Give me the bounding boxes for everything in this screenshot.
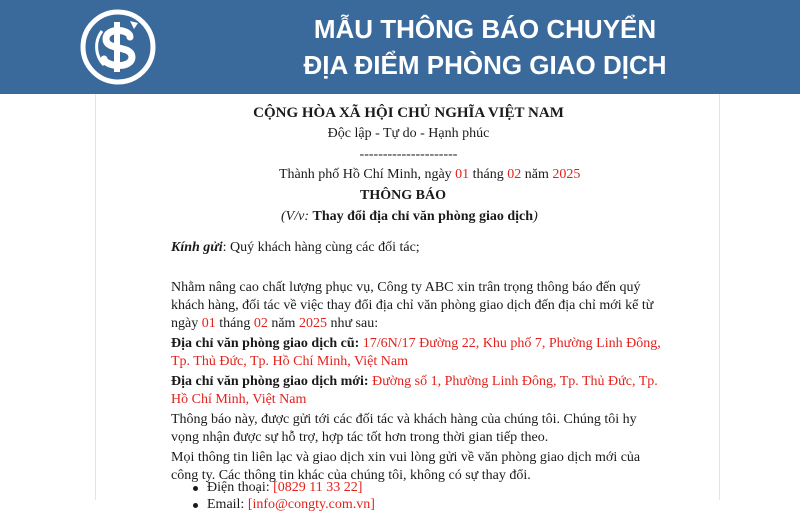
banner-title-line2: ĐỊA ĐIỂM PHÒNG GIAO DỊCH bbox=[303, 50, 667, 80]
para3-line1: Mọi thông tin liên lạc và giao dịch xin vui lòng gửi về văn phòng giao dịch mới của bbox=[171, 450, 641, 465]
phone-line bbox=[207, 479, 362, 497]
dollar-coin-icon bbox=[80, 9, 156, 85]
email-line bbox=[207, 496, 375, 514]
bullet-icon bbox=[193, 486, 198, 491]
para2-line2: vọng nhận được sự hỗ trợ, hợp tác tốt hơn trong thời gian tiếp theo. bbox=[171, 430, 549, 445]
intro-line1: Nhằm nâng cao chất lượng phục vụ, Công ty ABC xin trân trọng thông báo đến quý bbox=[171, 280, 641, 295]
email-label: Email: bbox=[207, 497, 248, 512]
old-address-line2: Tp. Thủ Đức, Tp. Hồ Chí Minh, Việt Nam bbox=[171, 354, 408, 369]
intro-year: 2025 bbox=[298, 316, 327, 331]
intro-line2: khách hàng, đối tác về việc thay đổi địa chỉ văn phòng giao dịch đến địa chỉ mới kể từ bbox=[171, 298, 654, 313]
new-address-label: Địa chỉ văn phòng giao dịch mới: bbox=[171, 374, 373, 389]
para3-line2: công ty. Các thông tin khác của chúng tôi, không có sự thay đổi. bbox=[171, 468, 531, 483]
date-year: 2025 bbox=[552, 167, 581, 182]
greeting-line: Kính gửi: Quý khách hàng cùng các đối tác; bbox=[171, 240, 420, 255]
bullet-icon bbox=[193, 503, 198, 508]
old-address-value: 17/6N/17 Đường 22, Khu phố 7, Phường Linh Đông, bbox=[362, 336, 661, 351]
para2-line1: Thông báo này, được gửi tới các đối tác và khách hàng của chúng tôi. Chúng tôi hy bbox=[171, 412, 637, 427]
intro-day: 01 bbox=[201, 316, 216, 331]
greeting-label: Kính gửi bbox=[171, 240, 223, 255]
new-address-value: Đường số 1, Phường Linh Đông, Tp. Thủ Đức, Tp. bbox=[372, 374, 658, 389]
motto: Độc lập - Tự do - Hạnh phúc bbox=[327, 126, 490, 141]
nation-header: CỘNG HÒA XÃ HỘI CHỦ NGHĨA VIỆT NAM bbox=[253, 105, 564, 121]
intro-line3: ngày 01 tháng 02 năm 2025 như sau: bbox=[171, 316, 379, 331]
subject-line: (V/v: Thay đổi địa chỉ văn phòng giao dịch) bbox=[281, 209, 538, 224]
header-banner bbox=[0, 0, 800, 94]
divider: --------------------- bbox=[359, 147, 458, 162]
date-day: 01 bbox=[455, 167, 470, 182]
new-address-line1 bbox=[171, 373, 658, 391]
new-address-line2: Hồ Chí Minh, Việt Nam bbox=[171, 392, 307, 407]
intro-month: 02 bbox=[253, 316, 268, 331]
date-line: Thành phố Hồ Chí Minh, ngày 01 tháng 02 năm 2025 bbox=[279, 167, 581, 182]
subject-text: Thay đổi địa chỉ văn phòng giao dịch bbox=[312, 209, 534, 224]
document-title: THÔNG BÁO bbox=[360, 188, 446, 203]
date-month: 02 bbox=[507, 167, 522, 182]
old-address-label: Địa chỉ văn phòng giao dịch cũ: bbox=[171, 336, 363, 351]
phone-label: Điện thoại: bbox=[207, 480, 274, 495]
phone-value: [0829 11 33 22] bbox=[273, 480, 363, 495]
email-value: [info@congty.com.vn] bbox=[247, 497, 375, 512]
old-address-line1 bbox=[171, 335, 661, 353]
document-page bbox=[95, 94, 720, 512]
banner-title-line1: MẪU THÔNG BÁO CHUYỂN bbox=[313, 14, 657, 44]
